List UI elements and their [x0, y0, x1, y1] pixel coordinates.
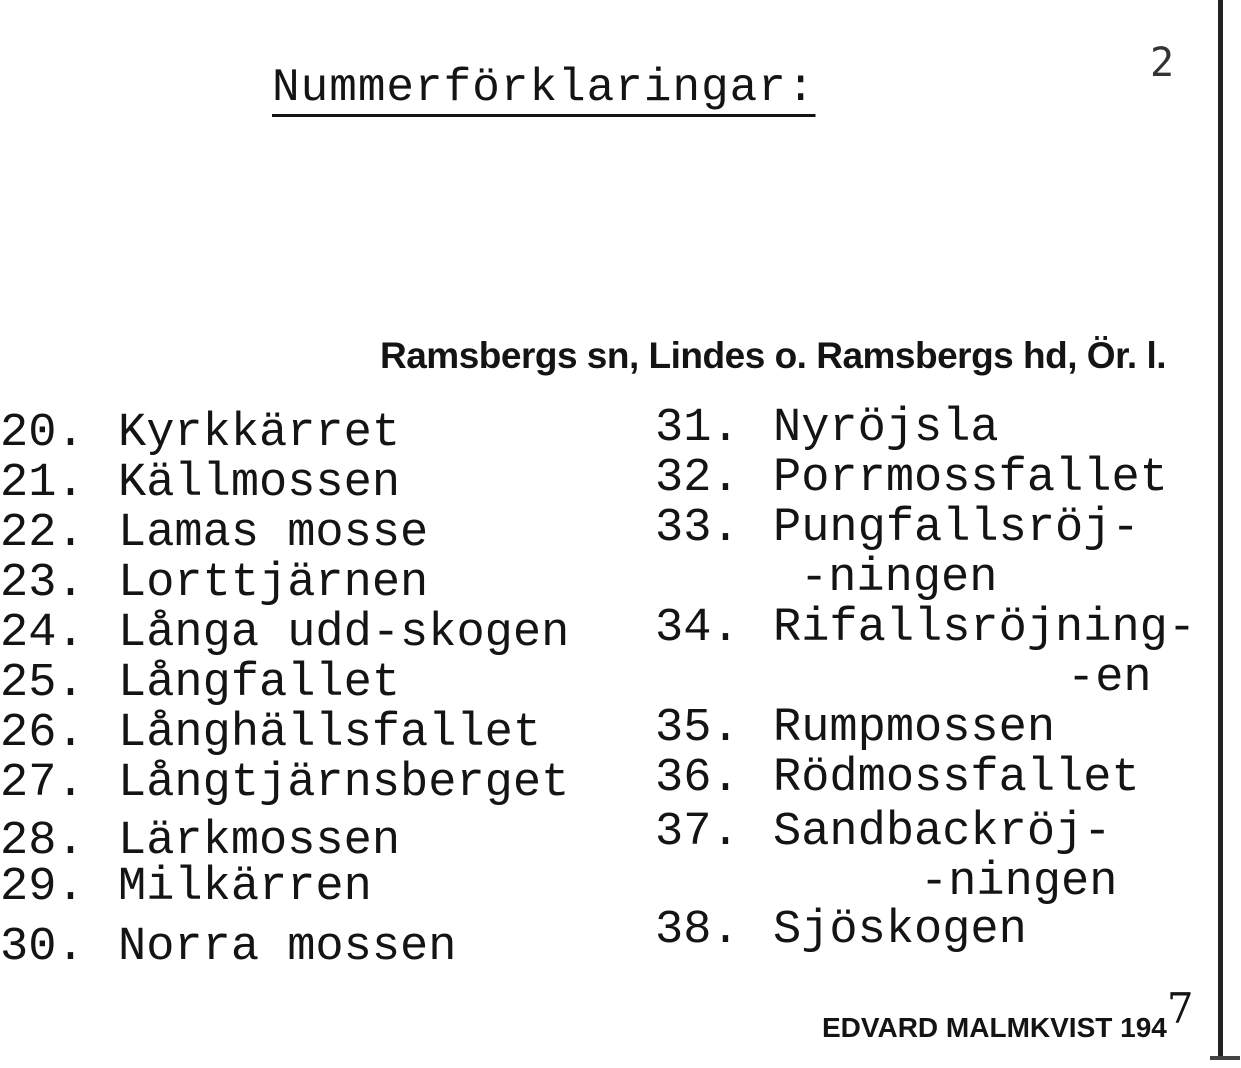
list-item [655, 808, 1196, 858]
list-item [655, 906, 1196, 956]
list-item [0, 923, 569, 973]
entry-name: Källmossen [118, 457, 401, 510]
entry-number: 29. [0, 861, 85, 914]
entry-number: 25. [0, 657, 85, 710]
list-item [655, 404, 1196, 454]
card-edge [1218, 0, 1223, 1060]
entry-name: Lärkmossen [118, 815, 401, 868]
list-item [0, 863, 569, 913]
list-item [0, 759, 569, 809]
entry-name: Långfallet [118, 657, 401, 710]
list-item [655, 604, 1196, 654]
left-entry-list [0, 409, 569, 973]
year-digit: 7 [1166, 984, 1194, 1033]
entry-number: 20. [0, 407, 85, 460]
entry-name: Rifallsröjning- [773, 602, 1197, 655]
entry-name: Sjöskogen [773, 904, 1027, 957]
entry-name: Kyrkkärret [118, 407, 401, 460]
entry-name: Nyröjsla [773, 402, 999, 455]
parish-subtitle: Ramsbergs sn, Lindes o. Ramsbergs hd, Ör. l. [380, 335, 1167, 376]
list-item [655, 704, 1196, 754]
entry-number: 23. [0, 557, 85, 610]
list-item [0, 509, 569, 559]
entry-number: 30. [0, 921, 85, 974]
entry-name: Milkärren [118, 861, 372, 914]
entry-number: 32. [655, 452, 740, 505]
entry-continuation: -en [1067, 652, 1152, 705]
entry-name: Norra mossen [118, 921, 457, 974]
author-stamp [822, 984, 1194, 1047]
entry-name: Rumpmossen [773, 702, 1056, 755]
list-item [655, 454, 1196, 504]
entry-number: 24. [0, 607, 85, 660]
entry-name: Långtjärnsberget [118, 757, 570, 810]
entry-number: 21. [0, 457, 85, 510]
entry-number: 37. [655, 806, 740, 859]
list-item [655, 754, 1196, 804]
list-item [0, 459, 569, 509]
list-item [655, 504, 1196, 554]
page-title: Nummerförklaringar: [272, 62, 816, 114]
entry-name: Lamas mosse [118, 507, 429, 560]
entry-number: 28. [0, 815, 85, 868]
list-item [0, 409, 569, 459]
entry-name: Pungfallsröj- [773, 502, 1140, 555]
entry-number: 34. [655, 602, 740, 655]
list-item [0, 559, 569, 609]
entry-number: 26. [0, 707, 85, 760]
entry-number: 35. [655, 702, 740, 755]
entry-number: 31. [655, 402, 740, 455]
author-name: EDVARD MALMKVIST 194 [822, 1012, 1167, 1043]
entry-name: Porrmossfallet [773, 452, 1168, 505]
right-entry-list [655, 404, 1196, 956]
entry-continuation: -ningen [800, 552, 998, 605]
entry-number: 36. [655, 752, 740, 805]
entry-name: Sandbackröj- [773, 806, 1112, 859]
list-item [0, 709, 569, 759]
entry-name: Långhällsfallet [118, 707, 542, 760]
entry-number: 22. [0, 507, 85, 560]
entry-continuation: -ningen [920, 856, 1118, 909]
entry-name: Rödmossfallet [773, 752, 1140, 805]
entry-number: 38. [655, 904, 740, 957]
card-corner [1210, 1056, 1240, 1060]
list-item [0, 659, 569, 709]
list-item [0, 609, 569, 659]
list-item [0, 817, 569, 867]
entry-number: 27. [0, 757, 85, 810]
entry-name: Långa udd-skogen [118, 607, 570, 660]
entry-name: Lorttjärnen [118, 557, 429, 610]
entry-number: 33. [655, 502, 740, 555]
page-number: 2 [1150, 40, 1175, 86]
